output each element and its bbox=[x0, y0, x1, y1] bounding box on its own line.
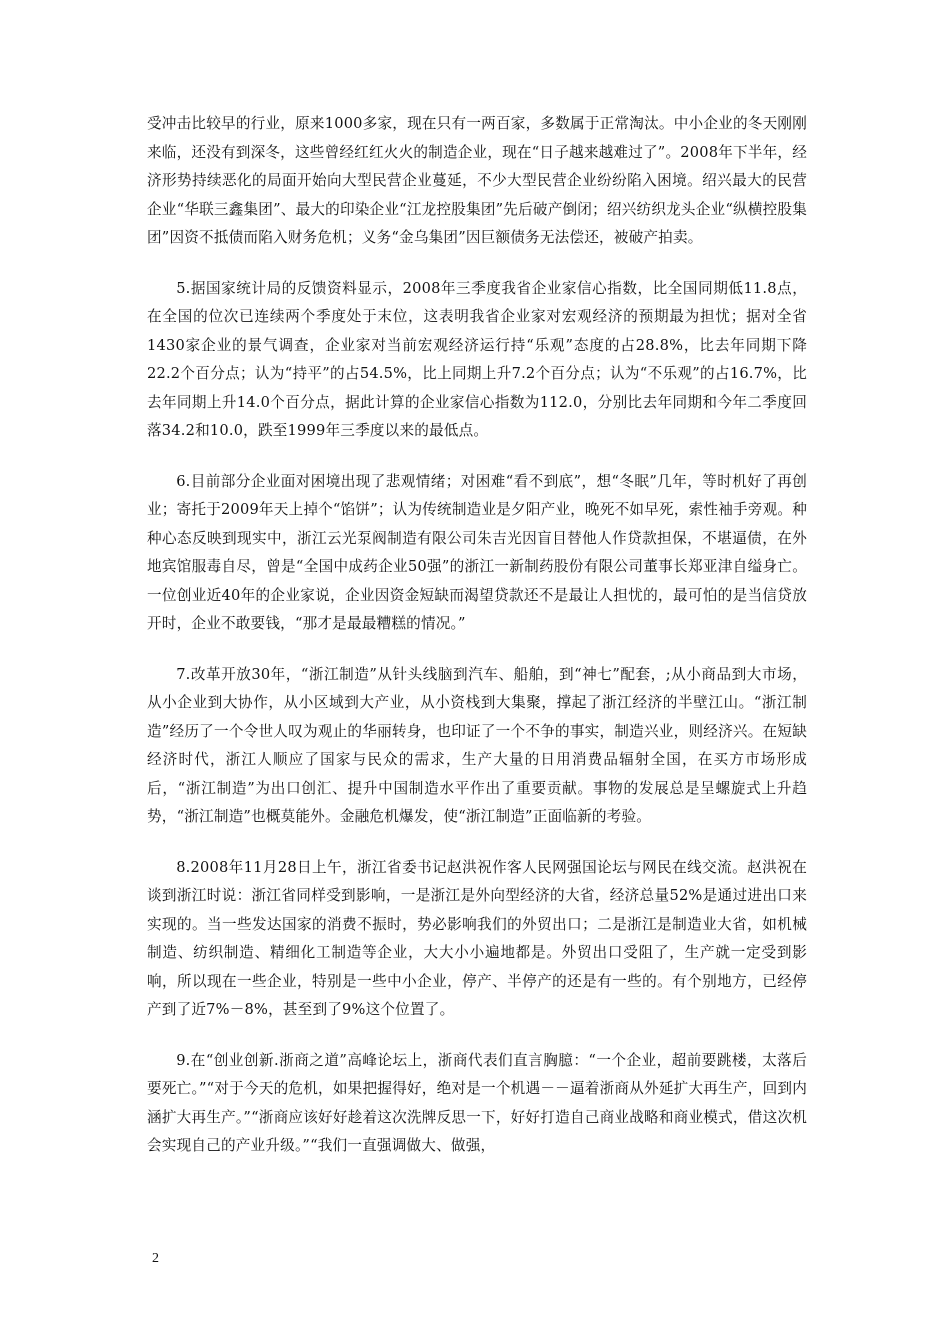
paragraph-7: 7.改革开放30年，“浙江制造”从针头线脑到汽车、船舶，到“神七”配套，;从小商品到大市场，从小企业到大协作，从小区域到大产业，从小资栈到大集聚，撑起了浙江经济的半壁江山。“浙江制造”经历了一个令世人叹为观止的华丽转身，也印证了一个不争的事实，制造兴业，则经济兴。在短缺经济时代，浙江人顺应了国家与民众的需求，生产大量的日用消费品辐射全国，在买方市场形成后，“浙江制造”为出口创汇、提升中国制造水平作出了重要贡献。事物的发展总是呈螺旋式上升趋势，“浙江制造”也概莫能外。金融危机爆发，使“浙江制造”正面临新的考验。 bbox=[147, 665, 807, 825]
paragraph-5: 5.据国家统计局的反馈资料显示，2008年三季度我省企业家信心指数，比全国同期低11.8点，在全国的位次已连续两个季度处于末位，这表明我省企业家对宏观经济的预期最为担忧；据对全省1430家企业的景气调查，企业家对当前宏观经济运行持“乐观”态度的占28.8%，比去年同期下降22.2个百分点；认为“持平”的占54.5%，比上同期上升7.2个百分点；认为“不乐观”的占16.7%，比去年同期上升14.0个百分点，据此计算的企业家信心指数为112.0，分别比去年同期和今年二季度回落34.2和10.0，跌至1999年三季度以来的最低点。 bbox=[147, 279, 807, 439]
page-number: 2 bbox=[152, 1251, 159, 1266]
paragraph-9: 9.在“创业创新.浙商之道”高峰论坛上，浙商代表们直言胸臆：“一个企业，超前要跳楼，太落后要死亡。”“对于今天的危机，如果把握得好，绝对是一个机遇－－逼着浙商从外延扩大再生产，回到内涵扩大再生产。”“浙商应该好好趁着这次洗牌反思一下，好好打造自己商业战略和商业模式，借这次机会实现自己的产业升级。”“我们一直强调做大、做强， bbox=[147, 1051, 807, 1154]
paragraph-continued: 受冲击比较早的行业，原来1000多家，现在只有一两百家，多数属于正常淘汰。中小企业的冬天刚刚来临，还没有到深冬，这些曾经红红火火的制造企业，现在“日子越来越难过了”。2008年下半年，经济形势持续恶化的局面开始向大型民营企业蔓延，不少大型民营企业纷纷陷入困境。绍兴最大的民营企业“华联三鑫集团”、最大的印染企业“江龙控股集团”先后破产倒闭；绍兴纺织龙头企业“纵横控股集团”因资不抵债而陷入财务危机；义务“金乌集团”因巨额债务无法偿还，被破产拍卖。 bbox=[147, 115, 807, 246]
document-body bbox=[147, 110, 807, 1183]
paragraph-6: 6.目前部分企业面对困境出现了悲观情绪；对困难“看不到底”，想“冬眠”几年，等时机好了再创业；寄托于2009年天上掉个“馅饼”；认为传统制造业是夕阳产业，晚死不如早死，索性袖手旁观。种种心态反映到现实中，浙江云光泵阀制造有限公司朱吉光因盲目替他人作贷款担保，不堪逼债，在外地宾馆服毒自尽，曾是“全国中成药企业50强”的浙江一新制药股份有限公司董事长郑亚津自缢身亡。一位创业近40年的企业家说，企业因资金短缺而渴望贷款还不是最让人担忧的，最可怕的是当信贷放开时，企业不敢要钱，“那才是最最糟糕的情况。” bbox=[147, 472, 807, 632]
paragraph-8: 8.2008年11月28日上午，浙江省委书记赵洪祝作客人民网强国论坛与网民在线交流。赵洪祝在谈到浙江时说：浙江省同样受到影响，一是浙江是外向型经济的大省，经济总量52%是通过进出口来实现的。当一些发达国家的消费不振时，势必影响我们的外贸出口；二是浙江是制造业大省，如机械制造、纺织制造、精细化工制造等企业，大大小小遍地都是。外贸出口受阻了，生产就一定受到影响，所以现在一些企业，特别是一些中小企业，停产、半停产的还是有一些的。有个别地方，已经停产到了近7%－8%，甚至到了9%这个位置了。 bbox=[147, 858, 807, 1018]
